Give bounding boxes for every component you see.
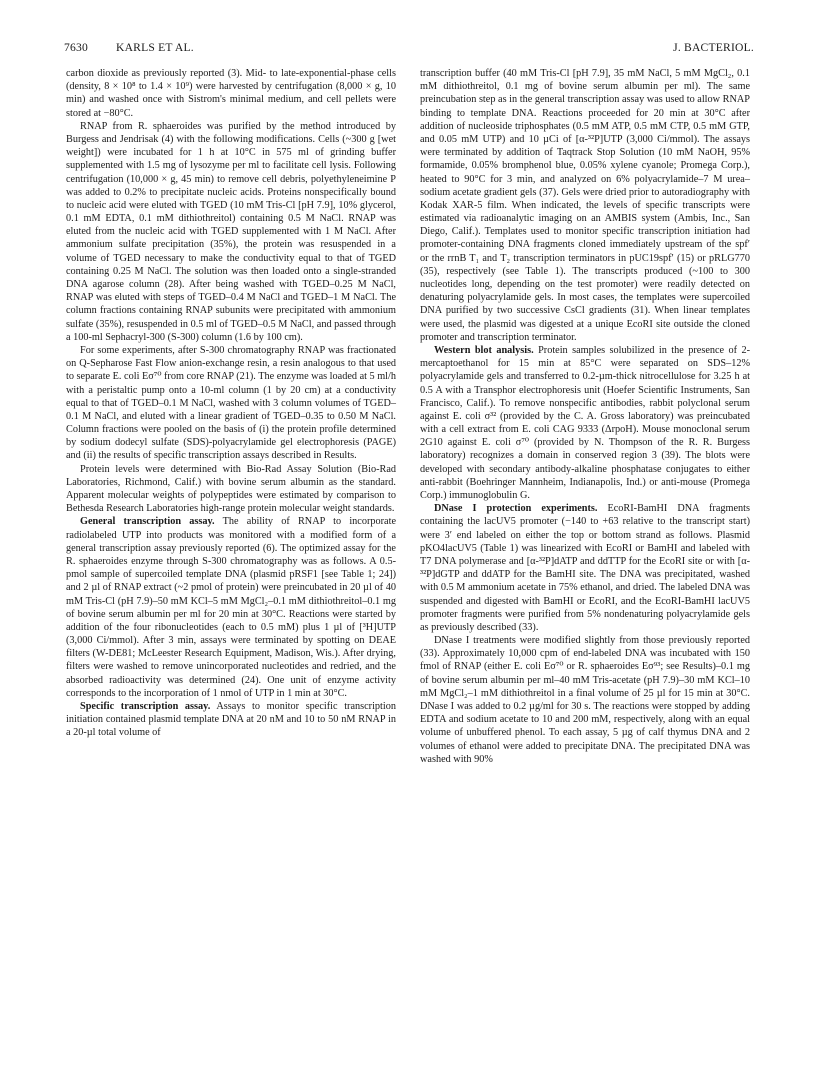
running-authors: KARLS ET AL. (116, 41, 194, 54)
journal-name: J. BACTERIOL. (673, 41, 754, 54)
page-number: 7630 (64, 41, 88, 54)
heading-dnase-protection: DNase I protection experiments. (434, 503, 598, 515)
text-dnase-protection: EcoRI-BamHI DNA fragments containing the lacUV5 promoter (−140 to +63 relative to the transcript start) were 3′ end labeled on either the top or bottom strand as follows. Plasmid pKO4lacUV5 (Table 1) was linearized with EcoRI or BamHI and labeled with T7 DNA polymerase and [α-³²P]dATP and ddTTP for the EcoRI site or with [α-³²P]dGTP and ddATP for the BamHI site. The DNA was precipitated, washed with 0.5 M ammonium acetate in 75% ethanol, and dried. The labeled DNA was suspended and digested with BamHI or EcoRI, and the EcoRI-BamHI lacUV5 promoter fragments were purified from 5% nondenaturing polyacrylamide gels as previously described (33). (420, 503, 750, 633)
paragraph-general-transcription (66, 515, 396, 700)
paragraph-protein-levels: Protein levels were determined with Bio-Rad Assay Solution (Bio-Rad Laboratories, Richmond, Calif.) with bovine serum albumin as the standard. Apparent molecular weights of polypeptides were estimated by comparison to Bethesda Research Laboratories high-range protein molecular weight standards. (66, 463, 396, 515)
paragraph-western-blot (420, 344, 750, 502)
paragraph-specific-transcription (66, 700, 396, 740)
heading-general-transcription: General transcription assay. (80, 516, 215, 528)
right-column (420, 67, 750, 766)
paragraph-dnase-treatments: DNase I treatments were modified slightly from those previously reported (33). Approximately 10,000 cpm of end-labeled DNA was incubated with 150 fmol of RNAP (either E. coli Eσ⁷⁰ or R. sphaeroides Eσ⁹³; see Results)–0.1 mg of bovine serum albumin per ml–40 mM Tris-acetate (pH 7.9)–30 mM KCl–10 mM MgCl₂–1 mM dithiothreitol in a final volume of 25 µl for 15 min at 30°C. DNase I was added to 0.2 µg/ml for 30 s. The reactions were stopped by adding EDTA and sodium acetate to 10 and 200 mM, respectively, along with an equal volume of unbuffered phenol. To each assay, 5 µg of calf thymus DNA and 2 volumes of ethanol were added to precipitate DNA. The precipitated DNA was washed with 90% (420, 635, 750, 765)
paragraph-dnase-protection (420, 502, 750, 634)
left-column (66, 67, 396, 740)
paragraph-q-sepharose: For some experiments, after S-300 chromatography RNAP was fractionated on Q-Sepharose Fast Flow anion-exchange resin, a resin analogous to that used to separate E. coli Eσ⁷⁰ from core RNAP (21). The enzyme was loaded at 5 ml/h with a peristaltic pump onto a 10-ml column (1 by 20 cm) at a conductivity equal to that of TGED–0.1 M NaCl, washed with 3 column volumes of TGED–0.1 M NaCl, and eluted with a linear gradient of TGED–0.35 to 0.50 M NaCl. Column fractions were pooled on the basis of (i) the protein profile determined by sodium dodecyl sulfate (SDS)-polyacrylamide gel electrophoresis (PAGE) and (ii) the results of specific transcription assays described in Results. (66, 344, 397, 462)
running-header (64, 41, 754, 57)
text-western-blot: Protein samples solubilized in the presence of 2-mercaptoethanol for 15 min at 85°C were separated on SDS–12% polyacrylamide gels and transferred to 0.2-µm-thick nitrocellulose for 3.25 h at 0.5 A with a Transphor electrophoresis unit (Hoefer Scientific Instruments, San Francisco, Calif.). To remove nonspecific antibodies, rabbit polyclonal serum against E. coli σ³² (provided by the C. A. Gross laboratory) was preincubated with a cell extract from E. coli CAG 9333 (ΔrpoH). Mouse monoclonal serum 2G10 against E. coli σ⁷⁰ (provided by N. Thompson of the R. R. Burgess laboratory) recognizes a domain in conserved region 3 (39). The blots were developed with secondary antibody-alkaline phosphatase conjugates to either anti-rabbit (Boehringer Mannheim, Indianapolis, Ind.) or anti-mouse (Promega Corp.) immunoglobulin G. (420, 344, 750, 501)
paragraph-rnap-purification: RNAP from R. sphaeroides was purified by the method introduced by Burgess and Jendrisak (4) with the following modifications. Cells (~300 g [wet weight]) were incubated for 1 h at 10°C in 575 ml of grinding buffer supplemented with 1.5 mg of lysozyme per ml to facilitate cell lysis. Following centrifugation (10,000 × g, 45 min) to remove cell debris, polyethyleneimine P was added to 0.2% to precipitate nucleic acids. Proteins nonspecifically bound to nucleic acid were eluted with TGED (10 mM Tris-Cl [pH 7.9], 10% glycerol, 0.1 mM EDTA, 0.1 mM dithiothreitol) containing 0.5 M NaCl. RNAP was eluted from the nucleic acid with TGED supplemented with 1 M NaCl. After ammonium sulfate precipitation (35%), the protein was resuspended in a volume of TGED necessary to make the conductivity equal to that of TGED containing 0.25 M NaCl. The solution was then loaded onto a single-stranded DNA agarose column (28). After being washed with TGED–0.25 M NaCl, RNAP was eluted with steps of TGED–0.4 M NaCl and TGED–1 M NaCl. The column fractions containing RNAP subunits were precipitated with ammonium sulfate (35%), resuspended in 0.5 ml of TGED–0.5 M NaCl, and passed through a 100-ml Sephacryl-300 (S-300) column (1.6 by 100 cm). (66, 120, 396, 343)
heading-specific-transcription: Specific transcription assay. (80, 701, 211, 712)
paragraph-growth-continued: carbon dioxide as previously reported (3). Mid- to late-exponential-phase cells (density, 8 × 10⁸ to 1.4 × 10⁹) were harvested by centrifugation (8,000 × g, 10 min) and washed once with Sistrom's minimal medium, and cell pellets were stored at −80°C. (66, 68, 396, 119)
text-specific-transcription: Assays to monitor specific transcription initiation contained plasmid template DNA at 20 nM and 10 to 50 nM RNAP in a 20-µl total volume of (66, 701, 396, 739)
paragraph-transcription-continued: transcription buffer (40 mM Tris-Cl [pH 7.9], 35 mM NaCl, 5 mM MgCl₂, 0.1 mM dithiothreitol, 0.1 mg of bovine serum albumin per ml). The same preincubation step as in the general transcription assay was used to allow RNAP binding to template DNA. Reactions proceeded for 20 min at 30°C after addition of nucleoside triphosphates (0.5 mM ATP, 0.5 mM CTP, 0.5 mM GTP, and 0.05 mM UTP) and 10 µCi of [α-³²P]UTP (3,000 Ci/mmol). The assays were terminated by addition of Taqtrack Stop Solution (10 mM NaOH, 95% formamide, 0.05% bromphenol blue, 0.05% xylene cyanole; Promega Corp.), heated to 90°C for 3 min, and analyzed on 6% polyacrylamide–7 M urea–sodium acetate gradient gels (37). Gels were dried prior to autoradiography with Kodak XAR-5 film. When indicated, the levels of specific transcripts were estimated via radioanalytic imaging on an AMBIS system (Ambis, Inc., San Diego, Calif.). Templates used to monitor specific transcription initiation had promoter-containing DNA fragments cloned immediately upstream of the spf′ or the rrnB T₁ and T₂ transcription terminators in pUC19spf′ (15) or pRLG770 (35), respectively (see Table 1). The transcripts produced (~100 to 300 nucleotides long, depending on the test promoter) were readily detected on denaturing polyacrylamide gels. In most cases, the templates were supercoiled DNA purified by two successive CsCl gradients (31). When linear templates were used, the plasmid was digested at a unique EcoRI site outside the cloned promoter and transcription terminator. (420, 68, 750, 343)
heading-western-blot: Western blot analysis. (434, 344, 534, 356)
text-general-transcription: The ability of RNAP to incorporate radiolabeled UTP into products was monitored with a modified form of a general transcription assay previously reported (6). The optimized assay for the R. sphaeroides enzyme through S-300 chromatography was as follows. A 0.5-pmol sample of supercoiled template DNA (plasmid pRSF1 [see Table 1; 24]) and 2 µl of RNAP extract (~2 pmol of protein) were preincubated in 20 µl of 40 mM Tris-Cl (pH 7.9)–50 mM KCl–5 mM MgCl₂–0.1 mM dithiothreitol–0.1 mg of bovine serum albumin per ml for 20 min at 30°C. Reactions were started by addition of the four ribonucleotides (each to 0.5 mM) plus 1 µl of [³H]UTP (3,000 Ci/mmol). After 3 min, assays were terminated by spotting on DEAE filters (W-DE81; McLeester Research Equipment, Madison, Wis.). After drying, filters were washed to remove unincorporated nucleotides and redried, and the absorbed radioactivity was determined (24). One unit of enzyme activity corresponds to the incorporation of 1 nmol of UTP in 1 min at 30°C. (66, 516, 396, 699)
